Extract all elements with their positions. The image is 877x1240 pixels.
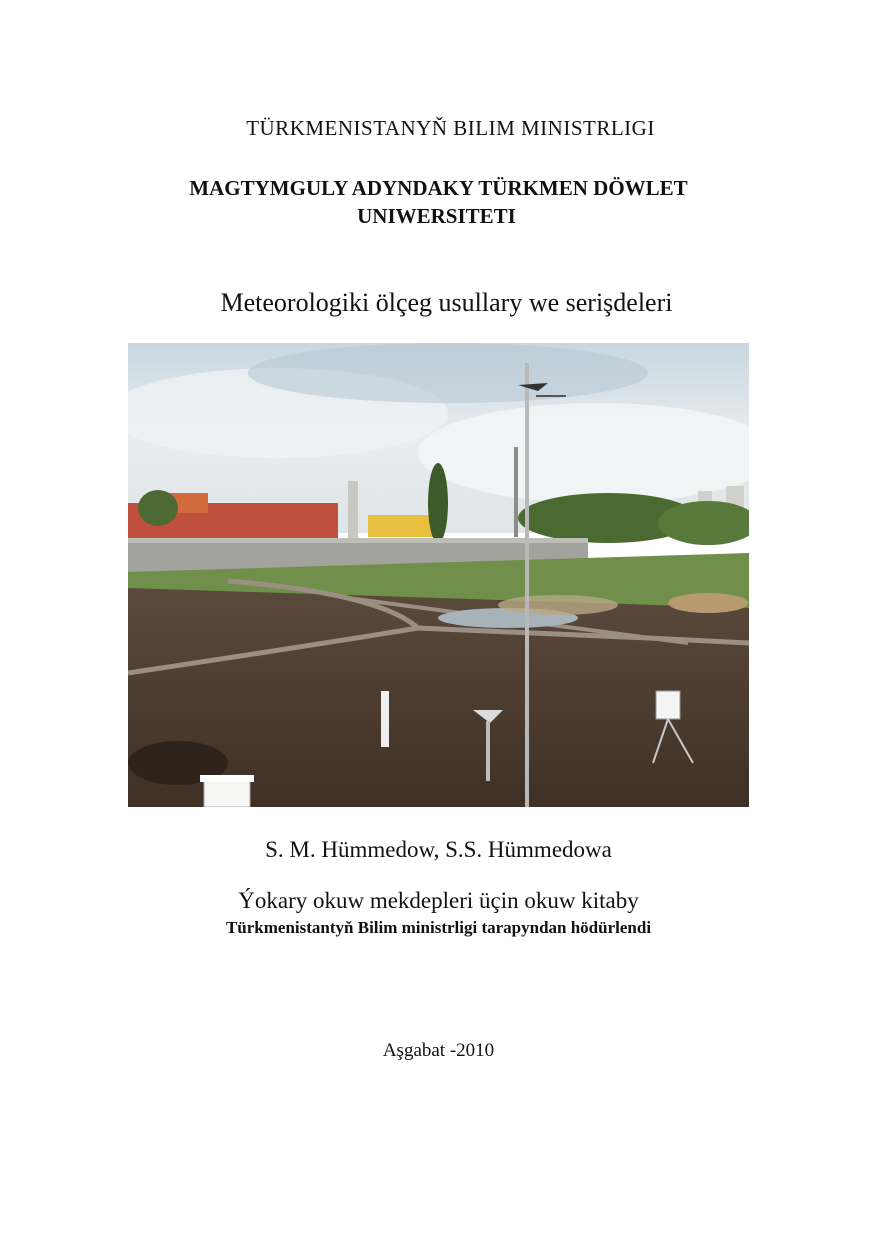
- authors: S. M. Hümmedow, S.S. Hümmedowa: [265, 837, 612, 862]
- book-subtitle: Ýokary okuw mekdepleri üçin okuw kitaby: [238, 888, 639, 913]
- weather-station-photo: [128, 343, 749, 807]
- approval-note: Türkmenistantyň Bilim ministrligi tarapyndan hödürlendi: [225, 918, 652, 937]
- university-heading-line1: MAGTYMGULY ADYNDAKY TÜRKMEN DÖWLET: [189, 176, 688, 200]
- ministry-heading: TÜRKMENISTANYŇ BILIM MINISTRLIGI: [246, 116, 655, 140]
- book-title: Meteorologiki ölçeg usullary we serişdeleri: [220, 288, 673, 317]
- city-year: Aşgabat -2010: [382, 1040, 495, 1061]
- university-heading-line2: UNIWERSITETI: [357, 204, 516, 228]
